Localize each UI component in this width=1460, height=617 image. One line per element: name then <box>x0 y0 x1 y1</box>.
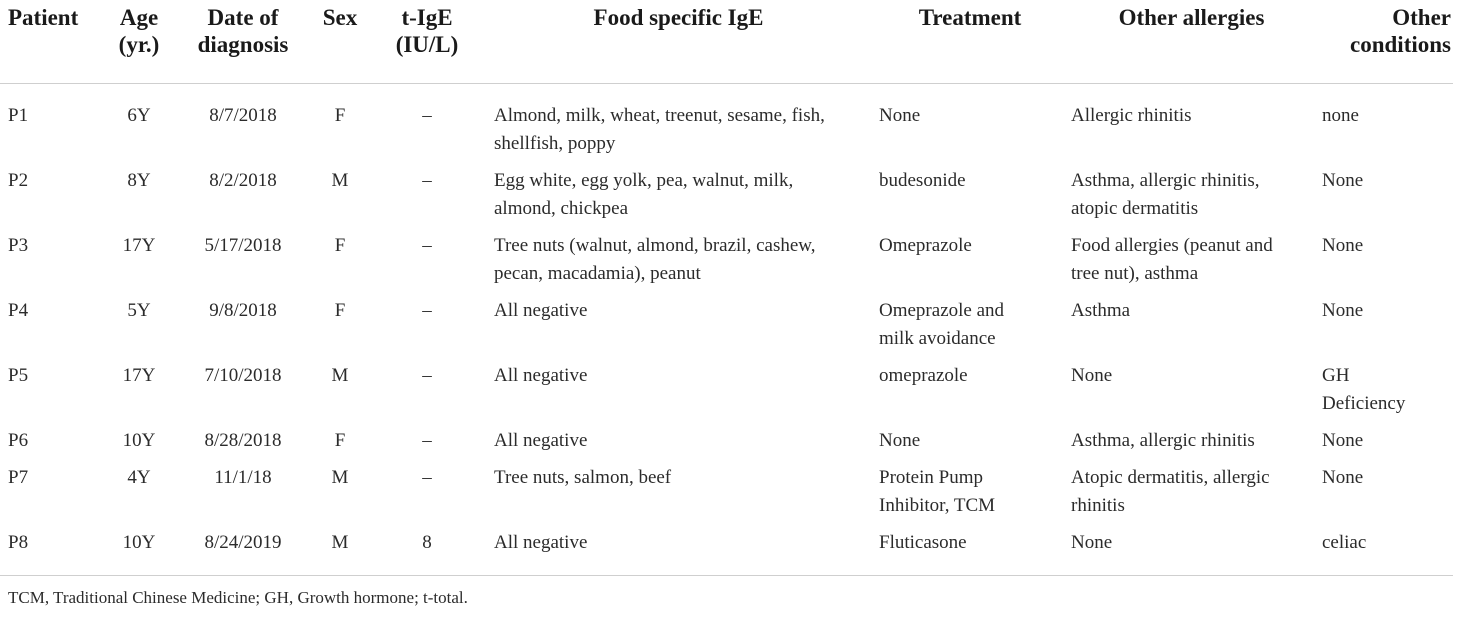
cell-date: 9/8/2018 <box>209 300 277 321</box>
header-sex: Sex <box>308 0 372 84</box>
header-row <box>0 0 1453 84</box>
header-age: Age (yr.) <box>100 0 178 84</box>
cell-t-ige: – <box>422 300 432 321</box>
cell-other-allergies: Asthma, allergic rhinitis <box>1071 430 1255 451</box>
table-row <box>0 529 1453 576</box>
cell-treatment: Omeprazole and milk avoidance <box>879 300 1005 349</box>
cell-food-ige: All negative <box>494 365 588 386</box>
cell-food-ige: Egg white, egg yolk, pea, walnut, milk, almond, chickpea <box>494 170 794 219</box>
cell-other-allergies: Asthma <box>1071 300 1131 321</box>
cell-date: 11/1/18 <box>214 467 272 488</box>
cell-food-ige: Tree nuts (walnut, almond, brazil, cashew, pecan, macadamia), peanut <box>494 235 816 284</box>
table-body <box>0 84 1453 576</box>
cell-treatment: None <box>879 430 921 451</box>
cell-t-ige: – <box>422 105 432 126</box>
cell-other-conditions: celiac <box>1318 529 1453 576</box>
cell-other-conditions: None <box>1322 300 1364 321</box>
cell-t-ige: – <box>422 170 432 191</box>
cell-date: 8/24/2019 <box>178 529 308 576</box>
cell-other-conditions: None <box>1322 170 1364 191</box>
table-row <box>0 297 1453 362</box>
cell-patient: P1 <box>8 105 29 126</box>
cell-sex: M <box>331 467 349 488</box>
header-date-of-diagnosis: Date of diagnosis <box>178 0 308 84</box>
header-t-ige: t-IgE (IU/L) <box>372 0 482 84</box>
cell-treatment: budesonide <box>879 170 966 191</box>
cell-patient: P7 <box>8 467 29 488</box>
header-food-specific-ige: Food specific IgE <box>482 0 875 84</box>
cell-sex: F <box>334 105 346 126</box>
cell-other-allergies: None <box>1071 365 1113 386</box>
cell-food-ige: Tree nuts, salmon, beef <box>494 467 672 488</box>
cell-patient: P6 <box>8 430 29 451</box>
header-other-conditions: Other conditions <box>1318 0 1453 84</box>
cell-treatment: None <box>879 105 921 126</box>
cell-patient: P2 <box>8 170 29 191</box>
cell-food-ige: Almond, milk, wheat, treenut, sesame, fish, shellfish, poppy <box>494 105 825 154</box>
cell-age: 17Y <box>122 365 156 386</box>
cell-food-ige: All negative <box>494 300 588 321</box>
cell-other-conditions: GH Deficiency <box>1322 365 1406 414</box>
table-row <box>0 232 1453 297</box>
table-row <box>0 84 1453 168</box>
cell-patient: P8 <box>0 529 100 576</box>
cell-age: 8Y <box>127 170 151 191</box>
cell-food-ige: All negative <box>494 430 588 451</box>
cell-t-ige: – <box>422 235 432 256</box>
cell-food-ige: All negative <box>482 529 875 576</box>
cell-t-ige: 8 <box>372 529 482 576</box>
cell-treatment: omeprazole <box>879 365 968 386</box>
cell-t-ige: – <box>422 467 432 488</box>
cell-sex: M <box>331 170 349 191</box>
cell-other-allergies: Asthma, allergic rhinitis, atopic dermatitis <box>1071 170 1260 219</box>
cell-other-conditions: None <box>1322 235 1364 256</box>
cell-patient: P4 <box>8 300 29 321</box>
table-footnote: TCM, Traditional Chinese Medicine; GH, Growth hormone; t-total. <box>8 588 468 607</box>
cell-treatment: Omeprazole <box>879 235 972 256</box>
table-row <box>0 167 1453 232</box>
cell-date: 8/7/2018 <box>209 105 277 126</box>
cell-sex: F <box>334 235 346 256</box>
cell-sex: F <box>334 300 346 321</box>
table-row <box>0 464 1453 529</box>
cell-date: 8/2/2018 <box>209 170 277 191</box>
cell-t-ige: – <box>422 365 432 386</box>
cell-date: 7/10/2018 <box>204 365 282 386</box>
cell-patient: P5 <box>8 365 29 386</box>
cell-age: 4Y <box>127 467 151 488</box>
cell-other-conditions: none <box>1322 105 1359 126</box>
cell-other-allergies: Allergic rhinitis <box>1071 105 1192 126</box>
cell-age: 17Y <box>122 235 156 256</box>
cell-treatment: Fluticasone <box>875 529 1065 576</box>
cell-other-conditions: None <box>1322 467 1364 488</box>
cell-other-allergies: Atopic dermatitis, allergic rhinitis <box>1071 467 1270 516</box>
header-other-allergies: Other allergies <box>1065 0 1318 84</box>
cell-date: 8/28/2018 <box>204 430 282 451</box>
header-treatment: Treatment <box>875 0 1065 84</box>
cell-patient: P3 <box>8 235 29 256</box>
header-patient: Patient <box>0 0 100 84</box>
table-row <box>0 427 1453 464</box>
cell-sex: M <box>308 529 372 576</box>
table-header <box>0 0 1453 84</box>
cell-other-allergies: Food allergies (peanut and tree nut), asthma <box>1071 235 1273 284</box>
cell-other-conditions: None <box>1322 430 1364 451</box>
cell-date: 5/17/2018 <box>204 235 282 256</box>
table-row <box>0 362 1453 427</box>
cell-treatment: Protein Pump Inhibitor, TCM <box>879 467 996 516</box>
cell-other-allergies: None <box>1065 529 1318 576</box>
cell-age: 10Y <box>122 430 156 451</box>
cell-age: 6Y <box>127 105 151 126</box>
cell-sex: M <box>331 365 349 386</box>
cell-age: 5Y <box>127 300 151 321</box>
cell-sex: F <box>334 430 346 451</box>
cell-age: 10Y <box>100 529 178 576</box>
cell-t-ige: – <box>422 430 432 451</box>
